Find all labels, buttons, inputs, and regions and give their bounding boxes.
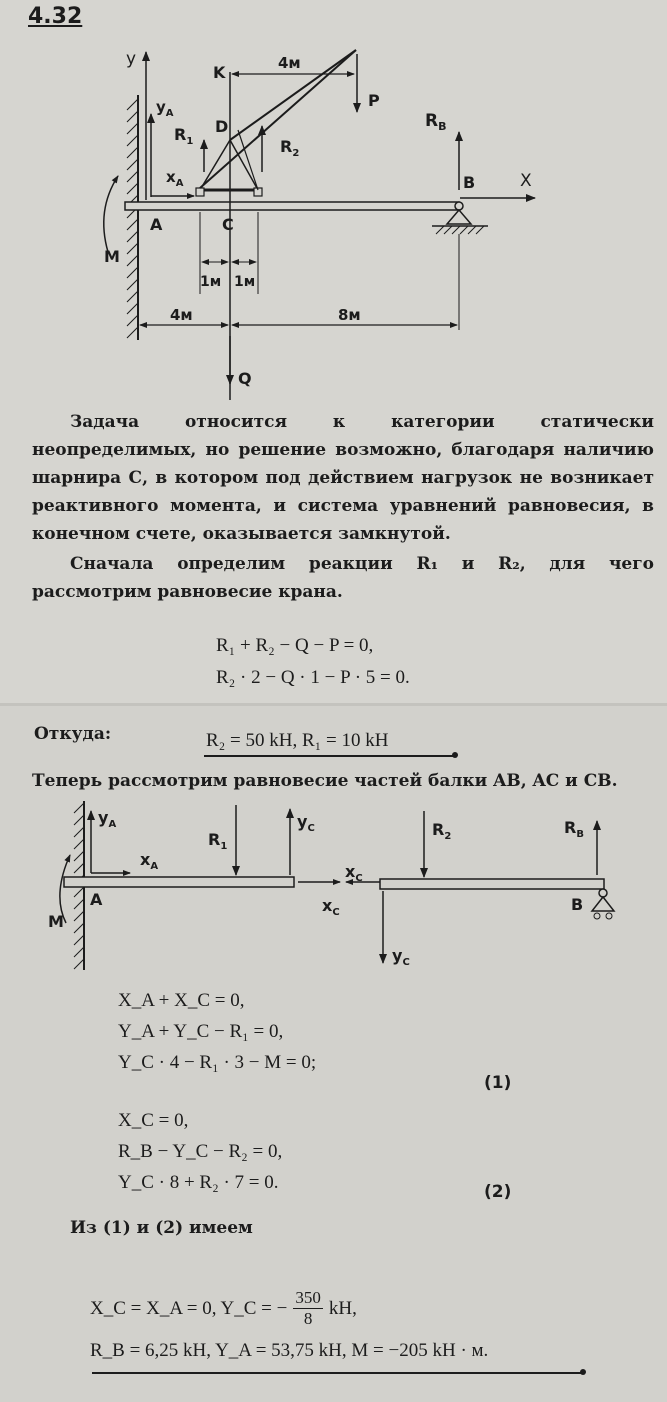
final-underline	[92, 1372, 582, 1374]
label-r2-2: $R_2$	[432, 820, 452, 842]
system-1-eq-3: Y_C · 4 − R₁ · 3 − M = 0;	[118, 1052, 317, 1073]
system-2	[118, 1105, 282, 1198]
support-b	[447, 210, 471, 224]
label-c: C	[222, 215, 234, 234]
beam-ab	[125, 202, 459, 210]
final-fraction	[293, 1288, 323, 1329]
label-m-2: M	[48, 912, 64, 931]
label-rb: $R_B$	[425, 111, 447, 133]
label-b: B	[463, 173, 476, 192]
problem-number: 4.32	[28, 4, 83, 29]
system-2-eq-1: X_C = 0,	[118, 1110, 189, 1131]
system-2-eq-2: R_B − Y_C − R₂ = 0,	[118, 1141, 283, 1162]
label-a-2: A	[90, 890, 103, 909]
label-k: K	[213, 63, 226, 82]
paragraph-crane: Сначала определим реакции R₁ и R₂, для чего рассмотрим равновесие крана.	[32, 554, 654, 602]
wall-hatch	[127, 99, 138, 338]
crane-equation-2: R₂ · 2 − Q · 1 − P · 5 = 0.	[216, 667, 410, 688]
crane-equation-1: R₁ + R₂ − Q − P = 0,	[216, 635, 374, 656]
label-xc-right: $x_C$	[322, 896, 340, 918]
label-xa-2: $x_A$	[140, 850, 159, 872]
label-r1-2: $R_1$	[208, 830, 228, 852]
label-a: A	[150, 215, 163, 234]
figure-crane-diagram	[0, 0, 667, 400]
result-dot	[452, 752, 458, 758]
support-b-2	[592, 897, 614, 911]
system-1-eq-2: Y_A + Y_C − R₁ = 0,	[118, 1021, 284, 1042]
label-dim-8m: 8м	[338, 306, 361, 324]
system-1-eq-1: X_A + X_C = 0,	[118, 990, 245, 1011]
label-q: Q	[238, 369, 252, 388]
label-r1: $R_1$	[174, 125, 194, 147]
final-fraction-denominator: 8	[303, 1309, 313, 1328]
label-rb-2: $R_B$	[564, 818, 584, 840]
final-dot	[580, 1369, 586, 1375]
moment-m-arc	[104, 176, 118, 252]
label-dim-1m-left: 1м	[200, 274, 222, 290]
crane-equations	[216, 630, 410, 694]
label-d: D	[215, 117, 229, 136]
final-line-1	[90, 1288, 357, 1329]
label-dim-4m: 4м	[170, 306, 193, 324]
label-x: X	[520, 171, 532, 191]
system-1-number: (1)	[484, 1073, 512, 1093]
beam-cb	[380, 879, 604, 889]
final-line-2: R_B = 6,25 kH, Y_A = 53,75 kH, M = −205 kH · м.	[90, 1340, 489, 1361]
result-underline	[204, 755, 454, 757]
label-dim-1m-right: 1м	[234, 274, 256, 290]
paragraph-beam: Теперь рассмотрим равновесие частей балки AB, AC и CB.	[32, 771, 618, 791]
label-ya-2: $y_A$	[98, 808, 117, 830]
label-y: y	[126, 49, 137, 69]
pin-b	[455, 202, 463, 210]
system-2-number: (2)	[484, 1182, 512, 1202]
result-reactions: R₂ = 50 kH, R₁ = 10 kH	[206, 730, 389, 751]
system-1	[118, 985, 316, 1078]
scan-seam	[0, 703, 667, 706]
figure-beam-parts	[0, 795, 667, 975]
label-xc-left: $x_C$	[345, 862, 363, 884]
wheel-left	[196, 188, 204, 196]
label-r2: $R_2$	[280, 137, 300, 159]
label-ya: $y_A$	[156, 98, 174, 119]
label-p: P	[368, 91, 380, 110]
from-text: Из (1) и (2) имеем	[70, 1218, 253, 1238]
label-dim-4m-top: 4м	[278, 54, 301, 72]
final-fraction-numerator: 350	[295, 1288, 321, 1307]
system-2-eq-3: Y_C · 8 + R₂ · 7 = 0.	[118, 1172, 279, 1193]
label-yc-up: $y_C$	[297, 812, 315, 834]
paragraph-intro: Задача относится к категории статически неопределимых, но решение возможно, благодаря наличию шарнира С, в котором под действием нагрузок не возникает реактивного момента, и система уравнений равновесия, в конечном счете, оказывается замкнутой.	[32, 412, 654, 544]
result-label: Откуда:	[34, 724, 112, 744]
label-yc-down: $y_C$	[392, 946, 410, 968]
label-m: M	[104, 247, 120, 266]
final-line-1-part-a: X_C = X_A = 0, Y_C = −	[90, 1297, 288, 1319]
final-line-1-part-b: kH,	[328, 1297, 357, 1319]
beam-ac	[64, 877, 294, 887]
label-b-2: B	[571, 895, 584, 914]
label-xa: $x_A$	[166, 168, 184, 189]
